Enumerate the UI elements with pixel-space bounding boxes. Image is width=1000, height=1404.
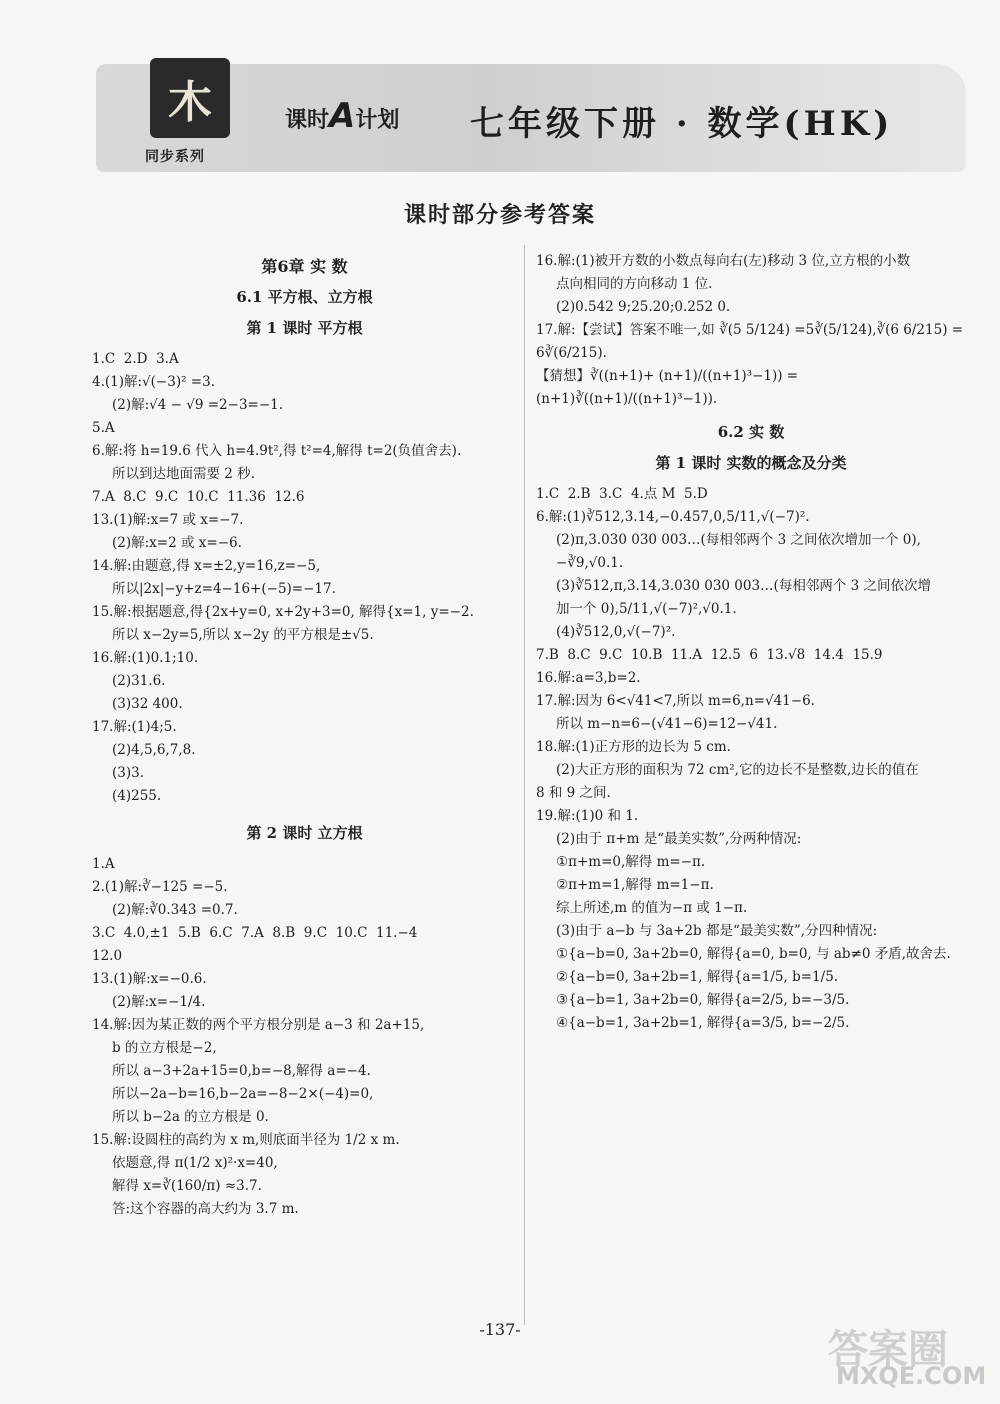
answer-line: 8 和 9 之间. [536,785,611,801]
answer-line: 7.B 8.C 9.C 10.B 11.A 12.5 6 13.√8 14.4 15.9 [536,647,883,663]
answer-line: 6∛(6/215). [536,345,607,361]
answer-line: (2)π,3.030 030 003…(每相邻两个 3 之间依次增加一个 0), [556,532,921,548]
answer-line: (2)解:√4 − √9 =2−3=−1. [112,397,284,413]
answer-line: 所以 a−3+2a+15=0,b=−8,解得 a=−4. [112,1063,371,1079]
series-label: 同步系列 [145,149,205,165]
answer-list [92,348,517,808]
answer-line: 点向相同的方向移动 1 位. [556,276,713,292]
answer-line: 1.A [92,856,115,872]
answer-line: 所以 b−2a 的立方根是 0. [112,1109,269,1125]
answer-list [92,853,517,1221]
answer-line: b 的立方根是−2, [112,1040,217,1056]
answer-line: (3)32 400. [112,696,183,712]
answer-line: (4)255. [112,788,162,804]
answer-line: (2)由于 π+m 是“最美实数”,分两种情况: [556,831,802,847]
brand-name [285,96,399,136]
column-divider [524,245,525,1325]
watermark [828,1318,988,1390]
answer-line: 16.解:(1)0.1;10. [92,650,199,666]
answer-line: (2)解:x=2 或 x=−6. [112,535,242,551]
answer-line: 7.A 8.C 9.C 10.C 11.36 12.6 [92,489,305,505]
book-title: 七年级下册 · 数学(HK) [470,104,894,144]
answer-line: ②π+m=1,解得 m=1−π. [556,877,714,893]
lesson-heading: 第 1 课时 实数的概念及分类 [655,454,847,472]
answer-line: 12.0 [92,948,123,964]
answer-line: 16.解:a=3,b=2. [536,670,641,686]
answer-line: (2)大正方形的面积为 72 cm²,它的边长不是整数,边长的值在 [556,762,919,778]
answer-line: ④{a−b=1, 3a+2b=1, 解得{a=3/5, b=−2/5. [556,1015,850,1031]
answer-line: ①π+m=0,解得 m=−π. [556,854,706,870]
answer-line: 13.(1)解:x=7 或 x=−7. [92,512,244,528]
answer-line: 解得 x=∛(160/π) ≈3.7. [112,1178,262,1194]
answer-line: 综上所述,m 的值为−π 或 1−π. [556,900,748,916]
lesson-heading: 第 2 课时 立方根 [246,824,363,842]
answer-line: 17.解:因为 6<√41<7,所以 m=6,n=√41−6. [536,693,815,709]
answer-line: 17.解:【尝试】答案不唯一,如 ∛(5 5/124) =5∛(5/124),∛(6 6/215) = [536,322,964,338]
answer-line: 14.解:由题意,得 x=±2,y=16,z=−5, [92,558,321,574]
answer-line: 5.A [92,420,115,436]
answer-line: 16.解:(1)被开方数的小数点每向右(左)移动 3 位,立方根的小数 [536,253,911,269]
answer-line: 13.(1)解:x=−0.6. [92,971,207,987]
answer-line: (3)∛512,π,3.14,3.030 030 003…(每相邻两个 3 之间依次增 [556,578,932,594]
answer-line: 答:这个容器的高大约为 3.7 m. [112,1201,299,1217]
answer-line: 所以−2a−b=16,b−2a=−8−2×(−4)=0, [112,1086,374,1102]
logo-glyph: 木 [168,77,212,128]
answer-list [536,250,966,411]
answer-line: (2)4,5,6,7,8. [112,742,196,758]
answer-line: 14.解:因为某正数的两个平方根分别是 a−3 和 2a+15, [92,1017,425,1033]
page-number: -137- [479,1320,521,1339]
answer-line: 依题意,得 π(1/2 x)²·x=40, [112,1155,278,1171]
answer-line: (2)解:x=−1/4. [112,994,206,1010]
answer-line: 17.解:(1)4;5. [92,719,177,735]
answer-line: (3)3. [112,765,145,781]
answer-line: 加一个 0),5/11,√(−7)²,√0.1. [556,601,737,617]
right-column [536,250,966,1035]
answer-line: 6.解:(1)∛512,3.14,−0.457,0,5/11,√(−7)². [536,509,810,525]
answer-line: 15.解:设圆柱的高约为 x m,则底面半径为 1/2 x m. [92,1132,400,1148]
answer-line: ③{a−b=1, 3a+2b=0, 解得{a=2/5, b=−3/5. [556,992,850,1008]
answer-line: 2.(1)解:∛−125 =−5. [92,879,228,895]
answer-line: ②{a−b=0, 3a+2b=1, 解得{a=1/5, b=1/5. [556,969,839,985]
brand-pre: 课时 [285,108,330,133]
chapter-heading: 第6章 实 数 [261,257,348,276]
answer-line: 1.C 2.D 3.A [92,351,179,367]
section-heading: 6.1 平方根、立方根 [236,288,373,306]
answer-list [536,483,966,1035]
answer-line: 所以 m−n=6−(√41−6)=12−√41. [556,716,778,732]
answer-line: (3)由于 a−b 与 3a+2b 都是“最美实数”,分四种情况: [556,923,878,939]
lesson-heading: 第 1 课时 平方根 [246,319,363,337]
page-title: 课时部分参考答案 [403,202,596,228]
answer-line: 15.解:根据题意,得{2x+y=0, x+2y+3=0, 解得{x=1, y=−2. [92,604,474,620]
answer-line: (2)解:∛0.343 =0.7. [112,902,238,918]
answer-line: 4.(1)解:√(−3)² =3. [92,374,215,390]
section-heading: 6.2 实 数 [717,423,785,441]
answer-line: 3.C 4.0,±1 5.B 6.C 7.A 8.B 9.C 10.C 11.−4 [92,925,418,941]
answer-line: 18.解:(1)正方形的边长为 5 cm. [536,739,731,755]
answer-line: (2)0.542 9;25.20;0.252 0. [556,299,731,315]
answer-line: 所以|2x|−y+z=4−16+(−5)=−17. [112,581,336,597]
answer-line: (2)31.6. [112,673,166,689]
watermark-url: MXQE.COM [836,1362,987,1390]
answer-line: ①{a−b=0, 3a+2b=0, 解得{a=0, b=0, 与 ab≠0 矛盾,故舍去. [556,946,951,962]
answer-line: 所以到达地面需要 2 秒. [112,466,255,482]
brand-post: 计划 [355,108,400,133]
answer-line: 19.解:(1)0 和 1. [536,808,639,824]
brand-a: A [329,96,356,136]
answer-line: 1.C 2.B 3.C 4.点 M 5.D [536,486,708,502]
left-column [92,250,517,1221]
answer-line: −∛9,√0.1. [556,555,624,571]
answer-line: 所以 x−2y=5,所以 x−2y 的平方根是±√5. [112,627,374,643]
watermark-text: 答案圈 [828,1327,948,1373]
answer-line: 【猜想】∛((n+1)+ (n+1)/((n+1)³−1)) =(n+1)∛((n+1)/((n+1)³−1)). [536,368,799,407]
answer-line: 6.解:将 h=19.6 代入 h=4.9t²,得 t²=4,解得 t=2(负值舍去). [92,443,462,459]
publisher-logo [150,58,230,138]
answer-line: (4)∛512,0,√(−7)². [556,624,676,640]
